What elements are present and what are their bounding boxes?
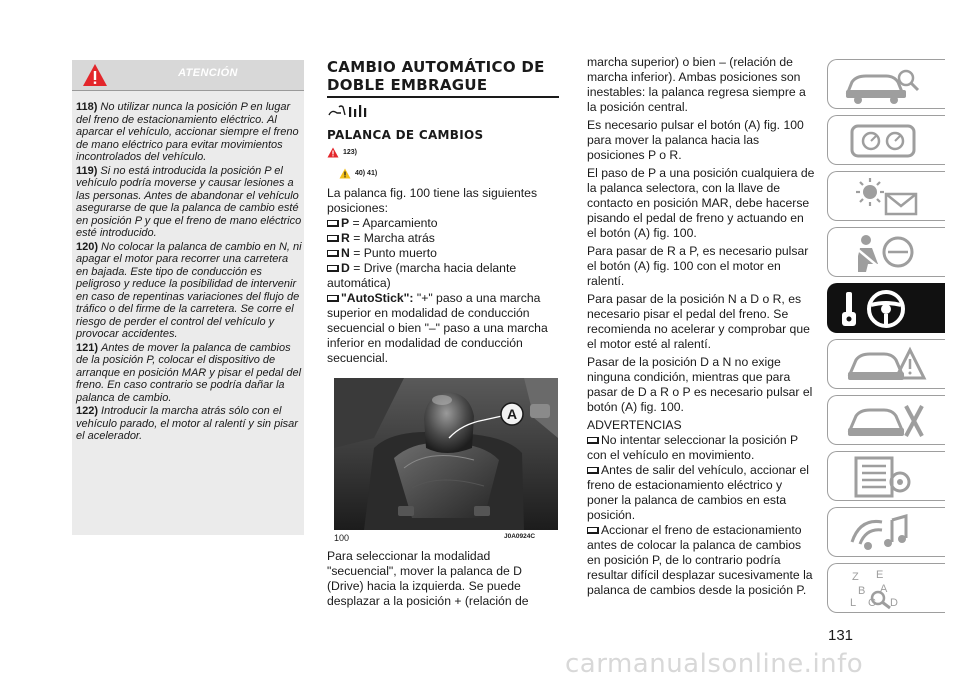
svg-text:Z: Z <box>852 571 859 583</box>
index-alphabet-icon <box>838 568 928 610</box>
subsection-title: PALANCA DE CAMBIOS <box>327 128 484 142</box>
caution-triangle-icon <box>339 168 351 179</box>
warning-header <box>72 60 304 90</box>
tab-multimedia[interactable] <box>827 507 945 557</box>
svg-text:D: D <box>890 597 898 609</box>
bullet-icon <box>327 220 338 227</box>
column-3-text <box>587 55 815 598</box>
warning-item: 122) Introducir la marcha atrás sólo con el vehículo parado, el motor al ralentí y sin pisar el acelerador. <box>76 405 298 442</box>
svg-text:E: E <box>876 569 884 581</box>
manual-gearbox-icon <box>327 103 377 119</box>
dashboard-icon <box>838 120 928 162</box>
tab-lights-messages[interactable] <box>827 171 945 221</box>
warning-body <box>72 90 304 535</box>
advert-title: ADVERTENCIAS <box>587 418 682 432</box>
warning-triangle-icon <box>82 62 108 88</box>
tab-technical-data[interactable] <box>827 451 945 501</box>
danger-triangle-icon <box>327 147 339 158</box>
warning-list <box>76 101 302 444</box>
tab-safety[interactable] <box>827 227 945 277</box>
technical-data-icon <box>838 456 928 498</box>
positions-text <box>327 186 559 366</box>
bullet-icon <box>327 295 338 302</box>
warning-item: 120) No colocar la palanca de cambio en N, ni apagar el motor para recorrer una carretera en bajada. Este tipo de conducción es peligroso y reduce la posibilidad de intervenir en caso de repentinas variaciones del flujo de tráfico o del firme de la carretera. Se corre el riesgo de perder el control del vehículo y provocar accidentes. <box>76 240 302 340</box>
maintenance-tools-icon <box>838 400 928 442</box>
advert-item: Antes de salir del vehículo, accionar el freno de estacionamiento eléctrico y poner la palanca de cambios en esta posición. <box>587 463 809 522</box>
bullet-icon <box>327 265 338 272</box>
bullet-icon <box>327 250 338 257</box>
figure-callout-label: A <box>506 406 518 422</box>
figure-code: J0A0924C <box>504 533 536 540</box>
position-item: "AutoStick": "+" paso a una marcha superior en modalidad de conducción secuencial o bien "–" paso a una marcha inferior en modalidad de conducción secuencial. <box>327 291 548 365</box>
position-item: D = Drive (marcha hacia delante automática) <box>327 261 517 290</box>
tab-index[interactable] <box>827 563 945 613</box>
warning-title: ATENCIÓN <box>178 67 238 79</box>
svg-text:L: L <box>850 597 857 609</box>
watermark: carmanualsonline.info <box>565 649 864 679</box>
advert-item: Accionar el freno de estacionamiento antes de colocar la palanca de cambios en posición P, de lo contrario podría resultar difícil desplazar sucesivamente la palanca de cambios desde la posición P. <box>587 523 813 597</box>
sequential-mode-text: Para seleccionar la modalidad "secuencial", mover la palanca de D (Drive) hacia la izquierda. Se puede desplazar a la posición + (relación de <box>327 549 529 608</box>
section-title: CAMBIO AUTOMÁTICO DE DOBLE EMBRAGUE <box>327 58 545 94</box>
warning-item: 121) Antes de mover la palanca de cambios de la posición P, colocar el dispositivo de arranque en posición MAR y pisar el pedal del freno. En caso contrario se podría dañar la palanca de cambio. <box>76 341 302 404</box>
gear-lever-illustration <box>334 378 558 530</box>
page-number: 131 <box>828 627 854 644</box>
paragraph: El paso de P a una posición cualquiera de la palanca selectora, con la llave de contacto en posición MAR, debe hacerse pisando el pedal de freno y actuando en el botón (A) fig. 100. <box>587 166 815 240</box>
position-item: N = Punto muerto <box>327 246 559 261</box>
paragraph: Para pasar de la posición N a D o R, es necesario pisar el pedal del freno. Se recomienda no acelerar y comprobar que el motor esté al ralentí. <box>587 292 810 351</box>
advert-item: No intentar seleccionar la posición P con el vehículo en movimiento. <box>587 433 798 462</box>
paragraph: Pasar de la posición D a N no exige ninguna condición, mientras que para pasar de D a R o P es necesario pulsar el botón (A) fig. 100. <box>587 355 813 414</box>
gear-lever-photo <box>334 378 558 530</box>
svg-text:A: A <box>880 583 888 595</box>
bullet-icon <box>587 467 598 474</box>
tab-emergency[interactable] <box>827 339 945 389</box>
lights-message-icon <box>838 176 928 218</box>
tab-maintenance[interactable] <box>827 395 945 445</box>
title-rule <box>327 96 559 98</box>
paragraph: marcha superior) o bien – (relación de marcha inferior). Ambas posiciones son inestables: la palanca regresa siempre a la posición central. <box>587 55 806 114</box>
tab-starting-driving[interactable] <box>827 283 945 333</box>
car-overview-icon <box>838 64 928 106</box>
paragraph: Para pasar de R a P, es necesario pulsar el botón (A) fig. 100 con el motor en ralentí. <box>587 244 809 288</box>
caution-reference: 40) 41) <box>339 166 399 180</box>
tab-dashboard[interactable] <box>827 115 945 165</box>
warning-road-icon <box>838 344 928 386</box>
figure-number: 100 <box>334 533 350 543</box>
bullet-icon <box>587 437 598 444</box>
position-item: R = Marcha atrás <box>327 231 559 246</box>
intro-paragraph: La palanca fig. 100 tiene las siguientes posiciones: <box>327 186 538 215</box>
warning-item: 119) Si no está introducida la posición P el vehículo podría moverse y causar lesiones a las personas. Antes de abandonar el vehículo asegurarse de que la palanca de cambio esté en posición P y que el freno de mano eléctrico esté introducido. <box>76 164 302 239</box>
safety-airbag-icon <box>838 232 928 274</box>
bullet-icon <box>587 527 598 534</box>
position-item: P = Aparcamiento <box>327 216 559 231</box>
svg-text:B: B <box>858 585 866 597</box>
paragraph: Es necesario pulsar el botón (A) fig. 100 para mover la palanca hacia las posiciones P o R. <box>587 118 804 162</box>
bullet-icon <box>327 235 338 242</box>
warning-reference: 123) <box>327 145 387 159</box>
steering-key-icon <box>838 288 928 330</box>
multimedia-icon <box>838 512 928 554</box>
warning-item: 118) No utilizar nunca la posición P en lugar del freno de estacionamiento eléctrico. Al aparcar el vehículo, accionar siempre el freno de mano eléctrico para evitar movimientos incontrolados del vehículo. <box>76 101 299 163</box>
tab-vehicle-overview[interactable] <box>827 59 945 109</box>
svg-text:C: C <box>868 597 876 609</box>
